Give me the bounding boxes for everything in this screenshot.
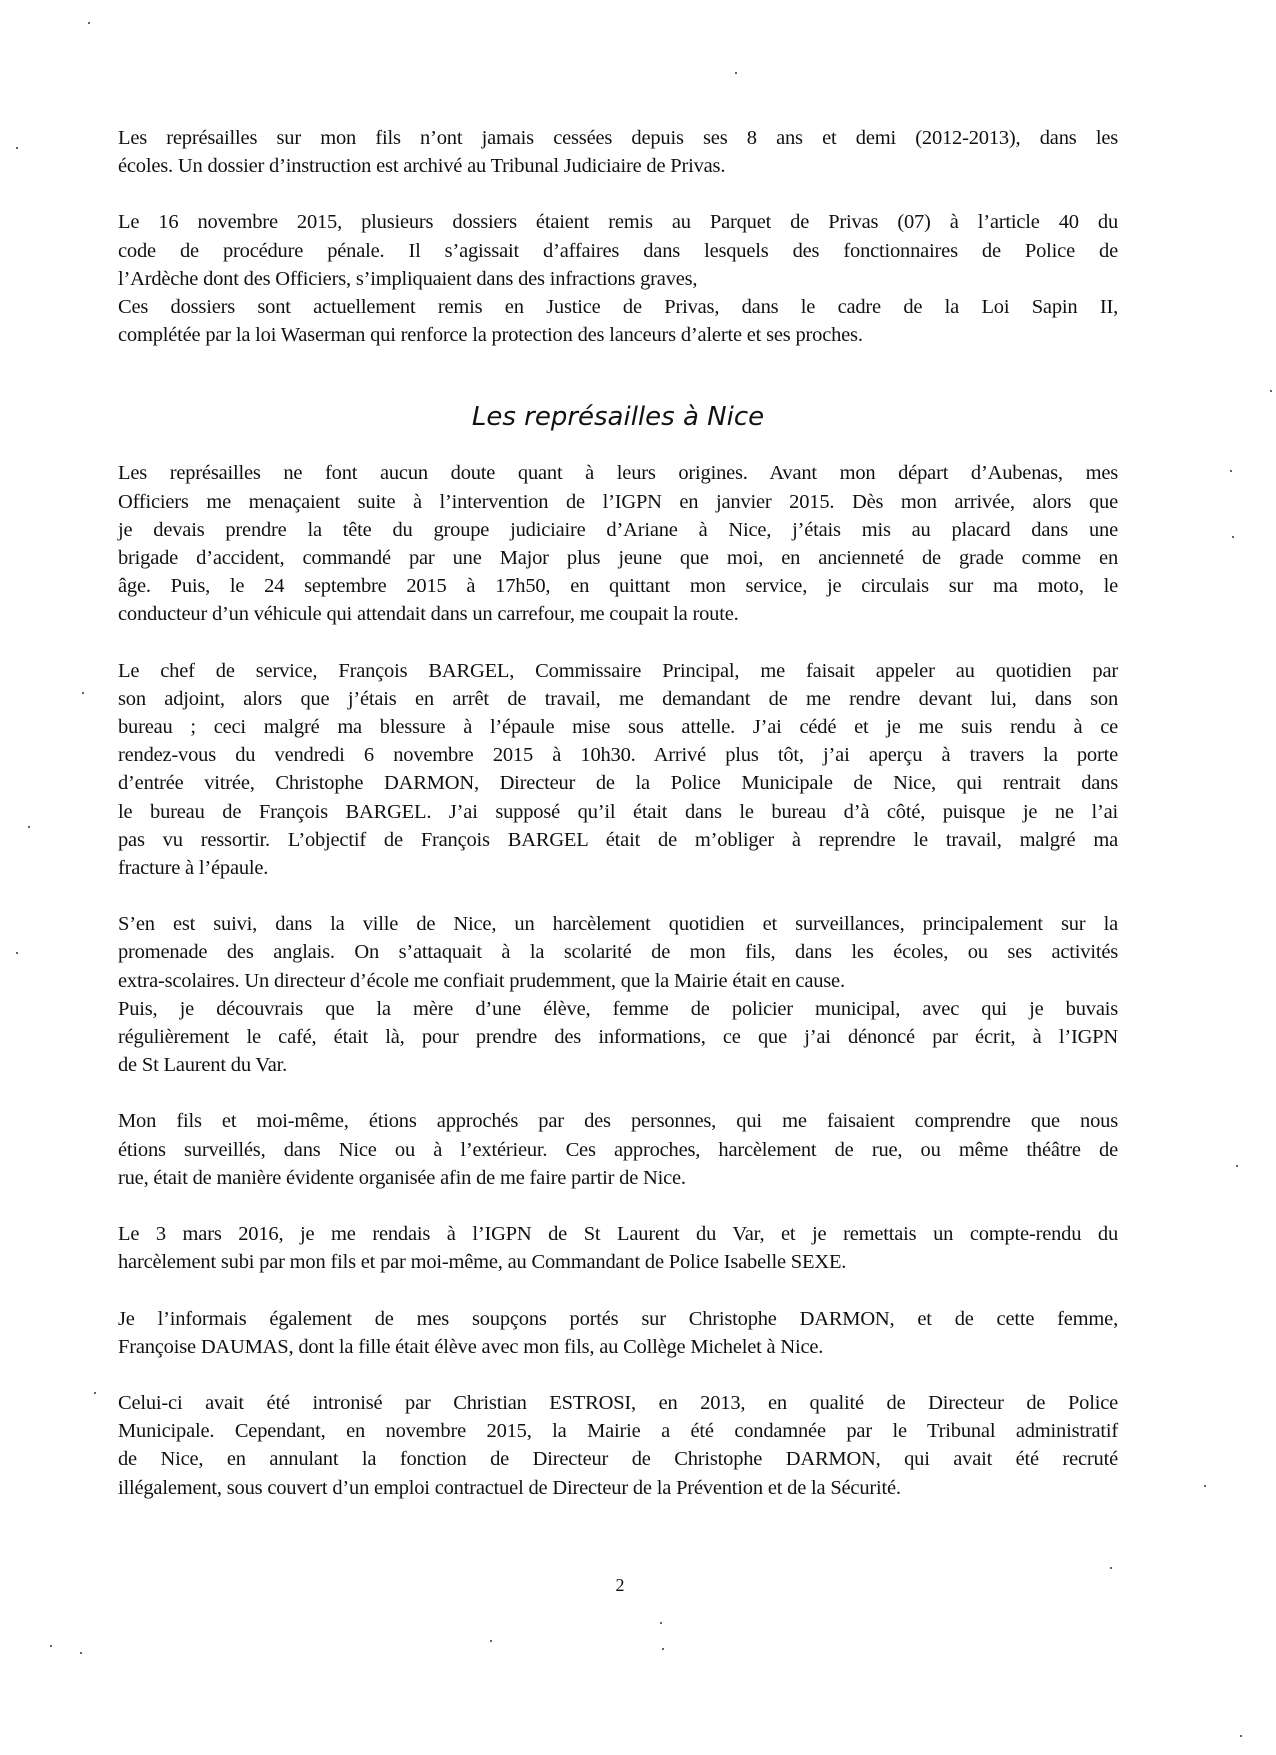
- scan-speck: [1270, 390, 1272, 392]
- paragraph: [118, 1305, 1118, 1361]
- text-line: fracture à l’épaule.: [118, 857, 269, 880]
- text-line: l’Ardèche dont des Officiers, s’impliquaient dans des infractions graves,: [118, 267, 698, 290]
- section-heading: Les représailles à Nice: [471, 402, 765, 433]
- paragraph: [118, 1220, 1118, 1276]
- text-line: brigade d’accident, commandé par une Major plus jeune que moi, en ancienneté de grade comme en: [118, 547, 1118, 570]
- scan-speck: [660, 1622, 662, 1624]
- scan-speck: [82, 692, 84, 694]
- scan-speck: [1236, 1165, 1238, 1167]
- scan-speck: [88, 22, 90, 24]
- page-number: 2: [615, 1575, 625, 1595]
- scan-speck: [1110, 1567, 1112, 1569]
- text-line: bureau ; ceci malgré ma blessure à l’épaule mise sous attelle. J’ai cédé et je me suis rendu à ce: [118, 716, 1118, 739]
- scan-speck: [16, 952, 18, 954]
- document-body: [118, 124, 1118, 1502]
- scan-speck: [490, 1640, 492, 1642]
- text-line: Ces dossiers sont actuellement remis en Justice de Privas, dans le cadre de la Loi Sapin II,: [118, 296, 1118, 319]
- text-line: conducteur d’un véhicule qui attendait dans un carrefour, me coupait la route.: [118, 603, 739, 626]
- scan-speck: [94, 1392, 96, 1394]
- scan-speck: [1232, 536, 1234, 538]
- text-line: d’entrée vitrée, Christophe DARMON, Directeur de la Police Municipale de Nice, qui rentrait dans: [118, 772, 1118, 795]
- text-line: Les représailles sur mon fils n’ont jamais cessées depuis ses 8 ans et demi (2012-2013), dans les: [118, 127, 1118, 149]
- scan-speck: [735, 72, 737, 74]
- scan-speck: [16, 147, 18, 149]
- text-line: promenade des anglais. On s’attaquait à la scolarité de mon fils, dans les écoles, ou ses activités: [118, 941, 1118, 964]
- text-line: Puis, je découvrais que la mère d’une élève, femme de policier municipal, avec qui je buvais: [118, 997, 1118, 1020]
- scan-speck: [80, 1652, 82, 1654]
- paragraph: [118, 1107, 1118, 1192]
- text-line: je devais prendre la tête du groupe judiciaire d’Ariane à Nice, j’étais mis au placard dans une: [118, 518, 1118, 541]
- scan-speck: [1230, 470, 1232, 472]
- paragraph: [118, 1389, 1118, 1502]
- text-line: rendez-vous du vendredi 6 novembre 2015 à 10h30. Arrivé plus tôt, j’ai aperçu à travers la porte: [118, 744, 1118, 767]
- text-line: Le 3 mars 2016, je me rendais à l’IGPN de St Laurent du Var, et je remettais un compte-rendu du: [118, 1223, 1118, 1246]
- paragraph: [118, 124, 1118, 180]
- text-line: Je l’informais également de mes soupçons portés sur Christophe DARMON, et de cette femme,: [118, 1307, 1118, 1330]
- text-line: Officiers me menaçaient suite à l’intervention de l’IGPN en janvier 2015. Dès mon arrivée, alors que: [118, 490, 1118, 513]
- text-line: complétée par la loi Waserman qui renforce la protection des lanceurs d’alerte et ses proches.: [118, 324, 863, 347]
- text-line: régulièrement le café, était là, pour prendre des informations, ce que j’ai dénoncé par écrit, à l’IGPN: [118, 1026, 1118, 1049]
- paragraph: [118, 910, 1118, 1079]
- text-line: pas vu ressortir. L’objectif de François BARGEL était de m’obliger à reprendre le travail, malgré ma: [118, 828, 1118, 851]
- text-line: Le chef de service, François BARGEL, Commissaire Principal, me faisait appeler au quotidien par: [118, 659, 1118, 682]
- text-line: S’en est suivi, dans la ville de Nice, un harcèlement quotidien et surveillances, principalement sur la: [118, 913, 1118, 936]
- scan-speck: [662, 1648, 664, 1650]
- paragraph: [118, 208, 1118, 349]
- text-line: harcèlement subi par mon fils et par moi-même, au Commandant de Police Isabelle SEXE.: [118, 1251, 847, 1274]
- text-line: étions surveillés, dans Nice ou à l’extérieur. Ces approches, harcèlement de rue, ou même théâtre de: [118, 1138, 1118, 1161]
- text-line: Celui-ci avait été intronisé par Christian ESTROSI, en 2013, en qualité de Directeur de Police: [118, 1391, 1118, 1414]
- scan-speck: [28, 826, 30, 828]
- text-line: Municipale. Cependant, en novembre 2015, la Mairie a été condamnée par le Tribunal administratif: [118, 1420, 1118, 1443]
- text-line: code de procédure pénale. Il s’agissait d’affaires dans lesquels des fonctionnaires de Police de: [118, 239, 1118, 262]
- text-line: son adjoint, alors que j’étais en arrêt de travail, me demandant de me rendre devant lui, dans son: [118, 687, 1118, 710]
- scan-speck: [50, 1645, 52, 1647]
- text-line: le bureau de François BARGEL. J’ai supposé qu’il était dans le bureau d’à côté, puisque je ne l’ai: [118, 800, 1118, 823]
- text-line: Les représailles ne font aucun doute quant à leurs origines. Avant mon départ d’Aubenas, mes: [118, 462, 1118, 485]
- paragraph: [118, 459, 1118, 628]
- scan-speck: [1240, 1735, 1242, 1737]
- text-line: de St Laurent du Var.: [118, 1054, 288, 1077]
- text-line: Françoise DAUMAS, dont la fille était élève avec mon fils, au Collège Michelet à Nice.: [118, 1335, 824, 1358]
- scan-speck: [1204, 1485, 1206, 1487]
- text-line: écoles. Un dossier d’instruction est archivé au Tribunal Judiciaire de Privas.: [118, 155, 726, 178]
- text-line: de Nice, en annulant la fonction de Directeur de Christophe DARMON, qui avait été recruté: [118, 1448, 1118, 1471]
- text-line: illégalement, sous couvert d’un emploi contractuel de Directeur de la Prévention et de la Sécurité.: [118, 1476, 901, 1499]
- text-line: rue, était de manière évidente organisée afin de me faire partir de Nice.: [118, 1166, 686, 1189]
- text-line: Le 16 novembre 2015, plusieurs dossiers étaient remis au Parquet de Privas (07) à l’article 40 du: [118, 211, 1118, 234]
- text-line: extra-scolaires. Un directeur d’école me confiait prudemment, que la Mairie était en cause.: [118, 969, 845, 992]
- paragraph: [118, 657, 1118, 883]
- text-line: Mon fils et moi-même, étions approchés par des personnes, qui me faisaient comprendre que nous: [118, 1110, 1118, 1133]
- text-line: âge. Puis, le 24 septembre 2015 à 17h50, en quittant mon service, je circulais sur ma moto, le: [118, 575, 1118, 598]
